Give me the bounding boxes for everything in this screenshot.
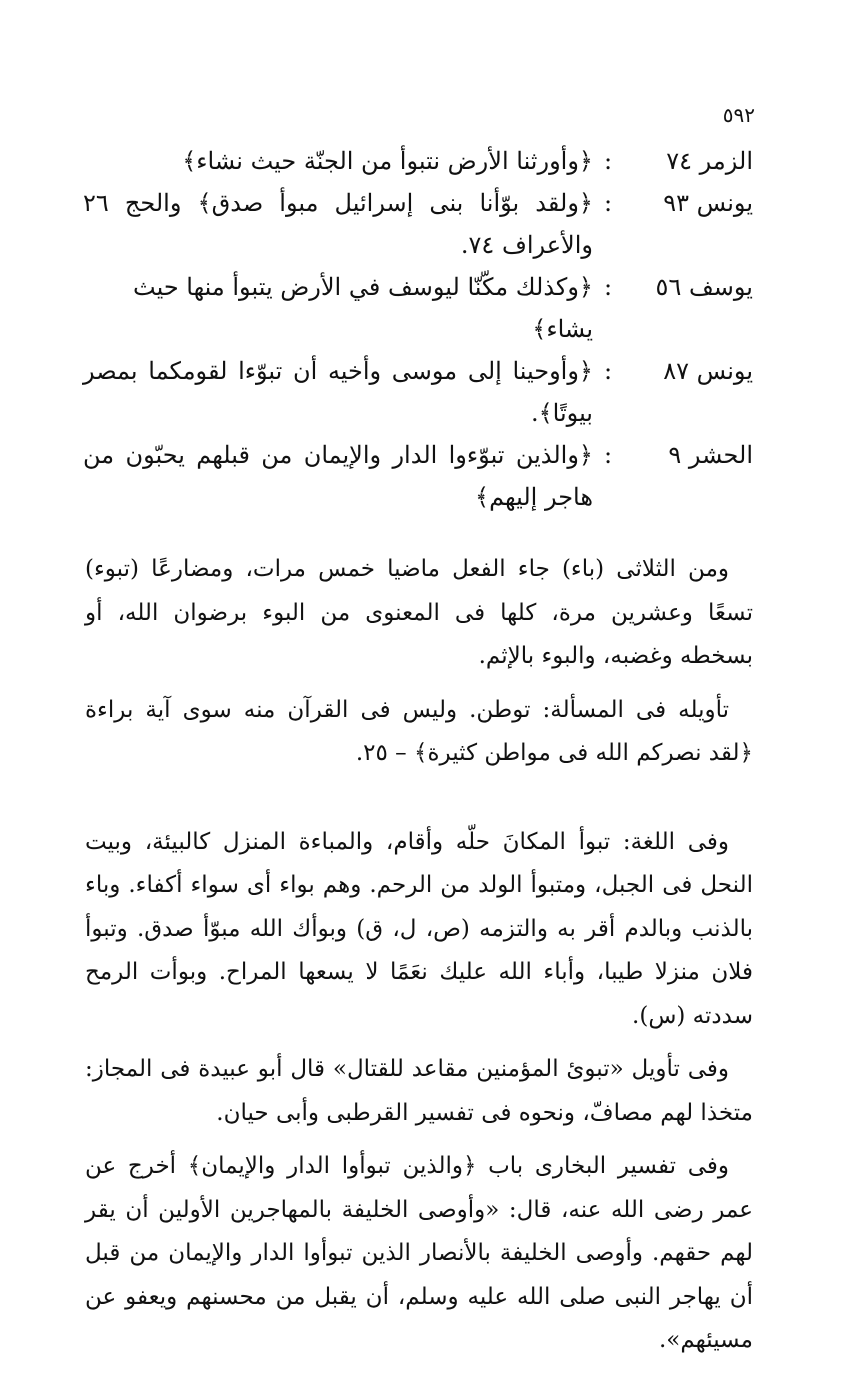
paragraph: ومن الثلاثى (باء) جاء الفعل ماضيا خمس مرات، ومضارعًا (تبوء) تسعًا وعشرين مرة، كلها فى المعنوى من البوء برضوان الله، أو بسخطه وغضبه، والبوء بالإثم. — [85, 556, 753, 669]
verse-reference-list — [83, 140, 753, 518]
verse-reference: يوسف ٥٦ — [655, 273, 753, 301]
verse-reference: يونس ٨٧ — [663, 357, 753, 385]
verse-separator: : — [603, 273, 613, 301]
verse-separator: : — [603, 441, 613, 469]
verse-reference: الحشر ٩ — [668, 441, 753, 469]
verse-text: ﴿وأوحينا إلى موسى وأخيه أن تبوّءا لقومكما بمصر بيوتًا﴾. — [83, 357, 593, 427]
verse-separator: : — [603, 189, 613, 217]
paragraph: وفى اللغة: تبوأ المكانَ حلّه وأقام، والمباءة المنزل كالبيئة، وبيت النحل فى الجبل، ومتبوأ الولد من الرحم. وهم بواء أى سواء أكفاء. وباء بالذنب وبالدم أقر به والتزمه (ص، ل، ق) وبوأك الله مبوّأ صدق. وتبوأ فلان منزلا طيبا، وأباء الله عليك نعَمًا لا يسعها المراح. وبوأت الرمح سددته (س). — [85, 828, 753, 1029]
verse-text: ﴿وأورثنا الأرض نتبوأ من الجنّة حيث نشاء﴾ — [182, 147, 593, 175]
verse-text: ﴿والذين تبوّءوا الدار والإيمان من قبلهم يحبّون من هاجر إليهم﴾ — [83, 441, 593, 511]
verse-row — [83, 140, 753, 182]
verse-separator: : — [603, 357, 613, 385]
verse-row — [83, 350, 753, 434]
paragraph: تأويله فى المسألة: توطن. وليس فى القرآن منه سوى آية براءة ﴿لقد نصركم الله فى مواطن كثيرة﴾ – ٢٥. — [85, 696, 753, 766]
verse-row — [83, 182, 753, 266]
verse-text: ﴿ولقد بوّأنا بنى إسرائيل مبوأ صدق﴾ والحج ٢٦ والأعراف ٧٤. — [83, 189, 593, 259]
paragraph: وفى تأويل «تبوئ المؤمنين مقاعد للقتال» قال أبو عبيدة فى المجاز: متخذا لهم مصافّ، ونحوه فى تفسير القرطبى وأبى حيان. — [85, 1056, 753, 1126]
verse-text: ﴿وكذلك مكّنّا ليوسف في الأرض يتبوأ منها حيث يشاء﴾ — [133, 273, 593, 343]
verse-row — [83, 266, 753, 350]
verse-reference: الزمر ٧٤ — [666, 147, 753, 175]
page-number: ٥٩٢ — [722, 103, 755, 127]
verse-reference: يونس ٩٣ — [663, 189, 753, 217]
paragraph: وفى تفسير البخارى باب ﴿والذين تبوأوا الدار والإيمان﴾ أخرج عن عمر رضى الله عنه، قال: «وأوصى الخليفة بالمهاجرين الأولين أن يقر لهم حقهم. وأوصى الخليفة بالأنصار الذين تبوأوا الدار والإيمان من قبل أن يهاجر النبى صلى الله عليه وسلم، أن يقبل من محسنهم ويعفو عن مسيئهم». — [85, 1153, 753, 1353]
body-text — [85, 548, 753, 1363]
verse-row — [83, 434, 753, 518]
verse-separator: : — [603, 147, 613, 175]
